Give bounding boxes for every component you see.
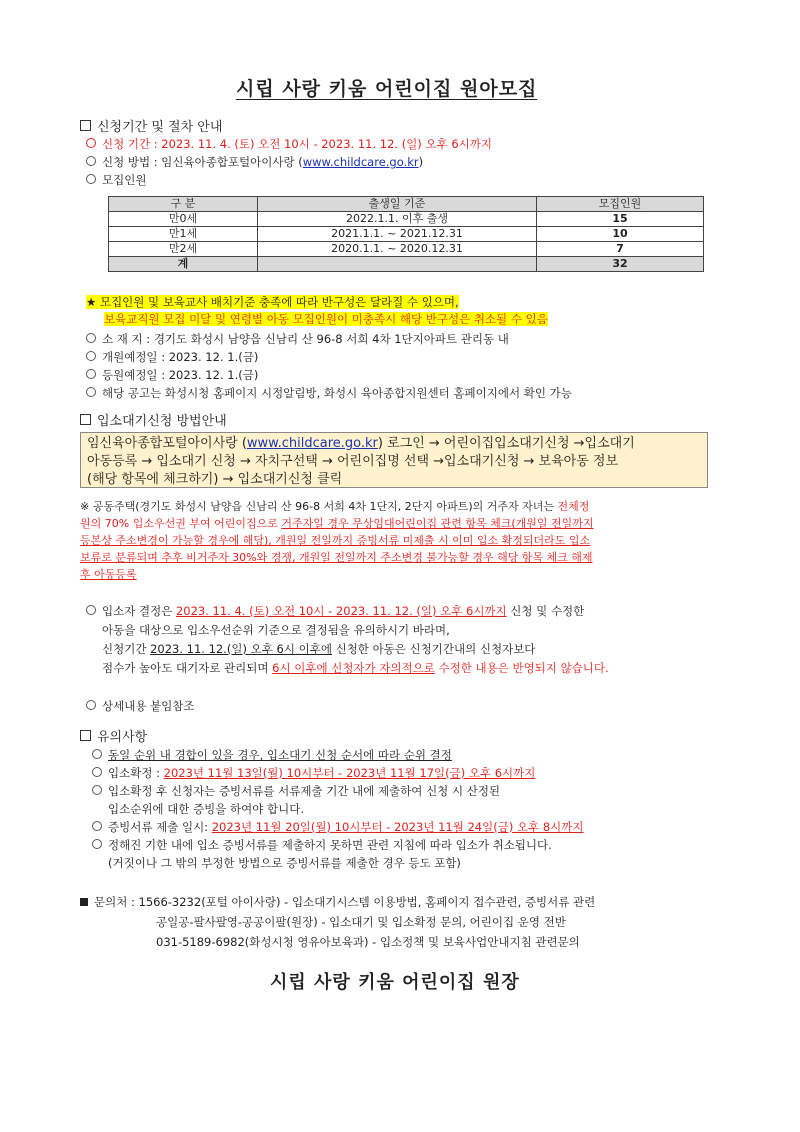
- procedure-line-2: 아동등록 → 입소대기 신청 → 자치구선택 → 어린이집명 선택 →입소대기신청 → 보육아동 정보: [87, 454, 619, 469]
- childcare-portal-link-2[interactable]: www.childcare.go.kr: [246, 436, 378, 451]
- childcare-portal-link[interactable]: www.childcare.go.kr: [302, 155, 419, 169]
- circle-bullet-icon: [92, 785, 102, 795]
- circle-bullet-icon: [86, 351, 96, 361]
- list-item: 증빙서류 제출 일시: 2023년 11월 20일(월) 10시부터 - 2023년 11월 24일(금) 오후 8시까지: [92, 818, 583, 836]
- circle-bullet-icon: [86, 174, 96, 184]
- age-cell: 만1세: [109, 227, 258, 242]
- circle-bullet-icon: [86, 369, 96, 379]
- star-notice: ★ 모집인원 및 보육교사 배치기준 충족에 따라 반구성은 달라질 수 있으며,: [86, 295, 459, 309]
- table-header-row: [109, 197, 704, 212]
- section-heading-notes: 유의사항: [80, 726, 147, 745]
- birth-cell: 2022.1.1. 이후 출생: [258, 212, 537, 227]
- procedure-line-3: (해당 항목에 체크하기) → 입소대기신청 클릭: [87, 472, 343, 487]
- list-item: 입소확정 : 2023년 11월 13일(월) 10시부터 - 2023년 11월 17일(금) 오후 6시까지: [92, 764, 583, 782]
- circle-bullet-icon: [86, 700, 96, 710]
- procedure-line-1: 임신육아종합포털아이사랑 (www.childcare.go.kr) 로그인 → 어린이집입소대기신청 →입소대기: [87, 436, 635, 451]
- list-item: 동일 순위 내 경합이 있을 경우, 입소대기 신청 순서에 따라 순위 결정: [92, 746, 583, 764]
- count-cell: 7: [537, 242, 704, 257]
- contact-block: 문의처 : 1566-3232(포털 아이사랑) - 입소대기시스템 이용방법, 홈페이지 접수관련, 증빙서류 관련 공일공-팔사팔영-공공이팔(원장) - 입소대기 및 입소확정 문의, 어린이집 운영 전반 031-5189-6982(화성시청 영유아보육과) - 입소정책 및 보육사업안내지침 관련문의: [80, 892, 595, 952]
- birth-cell: 2020.1.1. ~ 2020.12.31: [258, 242, 537, 257]
- table-header: 출생일 기준: [258, 197, 537, 212]
- section-heading-waitlist: 입소대기신청 방법안내: [80, 410, 227, 429]
- birth-cell: 2021.1.1. ~ 2021.12.31: [258, 227, 537, 242]
- table-header: 구 분: [109, 197, 258, 212]
- age-cell: 만2세: [109, 242, 258, 257]
- circle-bullet-icon: [86, 156, 96, 166]
- recruit-table: [108, 196, 704, 272]
- total-spacer: [258, 257, 537, 272]
- footer-title: 시립 사랑 키움 어린이집 원장: [270, 972, 520, 993]
- table-header: 모집인원: [537, 197, 704, 212]
- table-row: [109, 242, 704, 257]
- age-cell: 만0세: [109, 212, 258, 227]
- address-line: 소 재 지 : 경기도 화성시 남양읍 신남리 산 96-8 서희 4차 1단지아파트 관리동 내: [86, 331, 509, 347]
- total-label: 계: [109, 257, 258, 272]
- circle-bullet-icon: [86, 605, 96, 615]
- table-row: [109, 227, 704, 242]
- count-cell: 10: [537, 227, 704, 242]
- section-heading-application: 신청기간 및 절차 안내: [80, 116, 222, 135]
- checkbox-square-icon: [80, 730, 91, 741]
- page-title: 시립 사랑 키움 어린이집 원아모집: [236, 78, 538, 100]
- checkbox-square-icon: [80, 120, 91, 131]
- circle-bullet-icon: [92, 839, 102, 849]
- list-item: 정해진 기한 내에 입소 증빙서류를 제출하지 못하면 관련 지침에 따라 입소가 취소됩니다.: [92, 836, 583, 854]
- announce-line: 해당 공고는 화성시청 홈페이지 시정알림방, 화성시 육아종합지원센터 홈페이지에서 확인 가능: [86, 385, 572, 401]
- square-bullet-icon: [80, 898, 88, 906]
- decision-block: 입소자 결정은 2023. 11. 4. (토) 오전 10시 - 2023. 11. 12. (일) 오후 6시까지 신청 및 수정한 아동을 대상으로 입소우선순위 기준으로 결정됨을 유의하시기 바라며, 신청기간 2023. 11. 12.(일) 오후 6시 이후에 신청한 아동은 신청기간내의 신청자보다 점수가 높아도 대기자로 관리되며 6시 이후에 신청자가 자의적으로 수정한 내용은 반영되지 않습니다.: [86, 602, 609, 678]
- notes-list: 동일 순위 내 경합이 있을 경우, 입소대기 신청 순서에 따라 순위 결정 입소확정 : 2023년 11월 13일(월) 10시부터 - 2023년 11월 17일(금) 오후 6시까지 입소확정 후 신청자는 증빙서류를 서류제출 기간 내에 제출하여 신청 시 산정된 입소순위에 대한 증빙을 하여야 합니다. 증빙서류 제출 일시: 2023년 11월 20일(월) 10시부터 - 2023년 11월 24일(금) 오후 8시까지 정해진 기한 내에 입소 증빙서류를 제출하지 못하면 관련 지침에 따라 입소가 취소됩니다. (거짓이나 그 밖의 부정한 방법으로 증빙서류를 제출한 경우 등도 포함): [92, 746, 583, 872]
- checkbox-square-icon: [80, 414, 91, 425]
- procedure-box: [80, 432, 708, 488]
- application-method: 신청 방법 : 임신육아종합포털아이사랑 (www.childcare.go.kr): [86, 154, 423, 170]
- circle-bullet-icon: [86, 387, 96, 397]
- total-value: 32: [537, 257, 704, 272]
- enroll-date-line: 등원예정일 : 2023. 12. 1.(금): [86, 367, 258, 383]
- table-row: [109, 212, 704, 227]
- list-item: 입소확정 후 신청자는 증빙서류를 서류제출 기간 내에 제출하여 신청 시 산정된: [92, 782, 583, 800]
- circle-bullet-icon: [92, 749, 102, 759]
- application-period: 신청 기간 : 2023. 11. 4. (토) 오전 10시 - 2023. 11. 12. (일) 오후 6시까지: [86, 136, 492, 152]
- priority-notice: ※ 공동주택(경기도 화성시 남양읍 신남리 산 96-8 서희 4차 1단지, 2단지 아파트)의 거주자 자녀는 전체정 원의 70% 입소우선권 부여 어린이집으로 거주자일 경우 무상임대어린이집 관련 항목 체크(개원일 전일까지 등본상 주소변경이 가능할 경우에 해당), 개원일 전일까지 증빙서류 미제출 시 이미 입소 확정되더라도 입소 보류로 분류되며 추후 비거주자 30%와 경쟁, 개원일 전일까지 주소변경 불가능할 경우 해당 항목 체크 해제 후 아동등록: [80, 500, 594, 581]
- count-cell: 15: [537, 212, 704, 227]
- table-total-row: [109, 257, 704, 272]
- star-notice-2: 보육교직원 모집 미달 및 연령별 아동 모집인원이 미충족시 해당 반구성은 취소될 수 있음: [104, 312, 548, 326]
- circle-bullet-icon: [92, 767, 102, 777]
- circle-bullet-icon: [86, 138, 96, 148]
- circle-bullet-icon: [86, 333, 96, 343]
- recruit-label: 모집인원: [86, 172, 146, 188]
- open-date-line: 개원예정일 : 2023. 12. 1.(금): [86, 349, 258, 365]
- details-line: 상세내용 붙임참조: [86, 698, 195, 714]
- circle-bullet-icon: [92, 821, 102, 831]
